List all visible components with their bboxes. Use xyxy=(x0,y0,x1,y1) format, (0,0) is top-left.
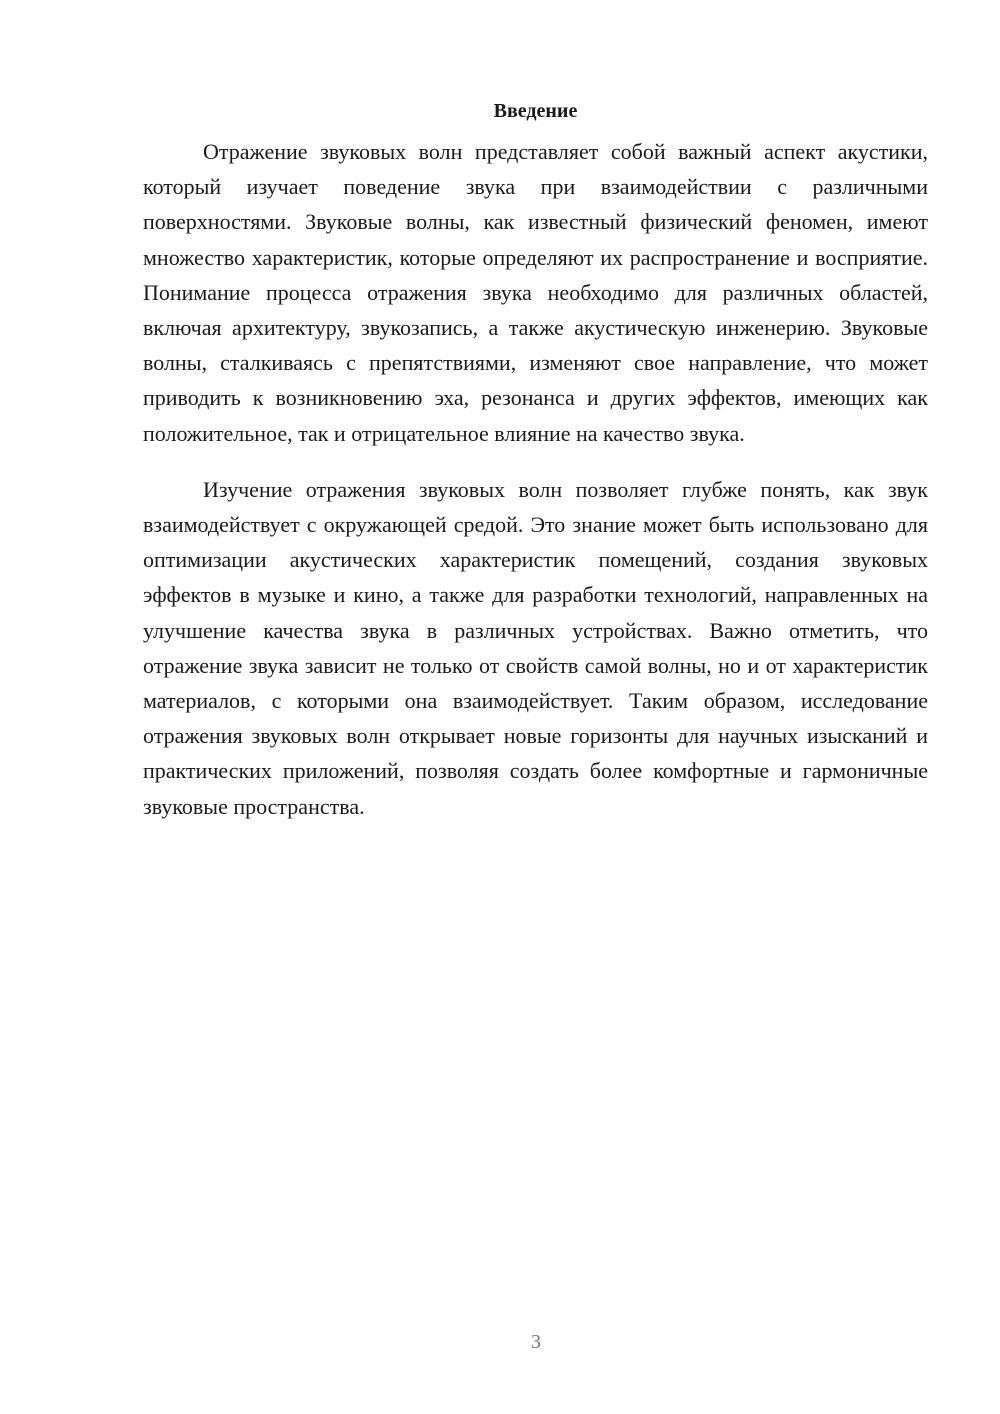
paragraph-1: Отражение звуковых волн представляет собой важный аспект акустики, который изучает поведение звука при взаимодействии с различными поверхностями. Звуковые волны, как известный физический феномен, имеют множество характеристик, которые определяют их распространение и восприятие. Понимание процесса отражения звука необходимо для различных областей, включая архитектуру, звукозапись, а также акустическую инженерию. Звуковые волны, сталкиваясь с препятствиями, изменяют свое направление, что может приводить к возникновению эха, резонанса и других эффектов, имеющих как положительное, так и отрицательное влияние на качество звука. xyxy=(143,139,928,446)
section-heading: Введение xyxy=(493,100,578,122)
page-content xyxy=(143,92,928,824)
paragraph-2: Изучение отражения звуковых волн позволяет глубже понять, как звук взаимодействует с окружающей средой. Это знание может быть использовано для оптимизации акустических характеристик помещений, создания звуковых эффектов в музыке и кино, а также для разработки технологий, направленных на улучшение качества звука в различных устройствах. Важно отметить, что отражение звука зависит не только от свойств самой волны, но и от характеристик материалов, с которыми она взаимодействует. Таким образом, исследование отражения звуковых волн открывает новые горизонты для научных изысканий и практических приложений, позволяя создать более комфортные и гармоничные звуковые пространства. xyxy=(143,476,928,819)
page-number: 3 xyxy=(531,1331,541,1353)
